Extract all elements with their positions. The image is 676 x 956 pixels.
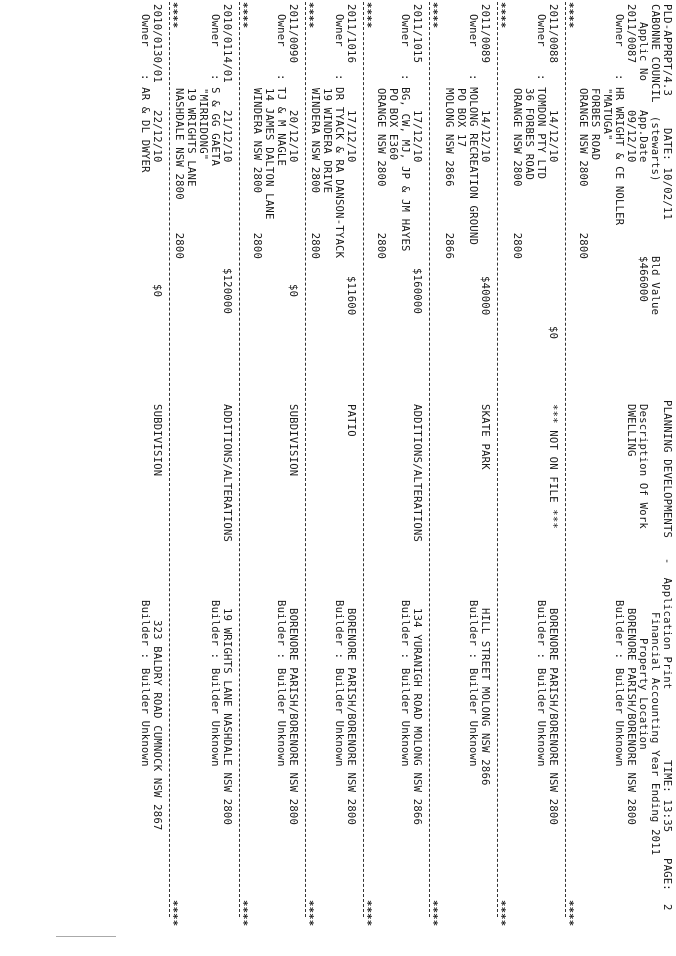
applic-number: 2010/0114/01 bbox=[221, 4, 233, 83]
record-stars: **** bbox=[427, 900, 439, 927]
app-date: 14/12/10 bbox=[479, 110, 491, 163]
work-description: PATIO bbox=[345, 404, 357, 437]
property-location: BORENORE PARISH/BORENORE NSW 2800 bbox=[287, 608, 299, 826]
app-date: 17/12/10 bbox=[411, 110, 423, 163]
builder-label: Builder : bbox=[535, 600, 547, 660]
property-location: 323 BALDRY ROAD CUMNOCK NSW 2867 bbox=[151, 620, 163, 831]
bld-value: $160000 bbox=[411, 268, 423, 315]
owner-address-line: PO BOX 17 bbox=[455, 88, 467, 148]
bld-value: $466000 bbox=[637, 256, 649, 303]
owner-label: Owner bbox=[467, 14, 479, 47]
owner-address-line: MOLONG NSW 2866 2866 bbox=[443, 88, 455, 260]
work-description: SUBDIVISION bbox=[287, 404, 299, 477]
bld-value: $40000 bbox=[479, 276, 491, 316]
builder-name: Builder Unknown bbox=[209, 668, 221, 767]
council-name: CABONNE COUNCIL (stewarts) bbox=[649, 4, 661, 182]
report-time: TIME: 13:35 bbox=[661, 760, 673, 833]
owner-address-line: ORANGE NSW 2800 2800 bbox=[577, 88, 589, 260]
owner-address-line: PO BOX E360 bbox=[387, 88, 399, 161]
record-stars: **** bbox=[563, 2, 575, 29]
property-location: HILL STREET MOLONG NSW 2866 bbox=[479, 608, 491, 786]
col-app-date: App.Date bbox=[637, 110, 649, 163]
financial-year: Financial Accounting Year Ending 2011 bbox=[649, 612, 661, 856]
applic-number: 2011/0090 bbox=[287, 4, 299, 64]
record-separator bbox=[565, 2, 566, 917]
builder-label: Builder : bbox=[275, 600, 287, 660]
applic-number: 2011/0087 bbox=[625, 4, 637, 64]
owner-address-line: WINDERA NSW 2800 2800 bbox=[251, 88, 263, 260]
property-location: BORENORE PARISH/BORENORE NSW 2800 bbox=[625, 608, 637, 826]
builder-name: Builder Unknown bbox=[535, 668, 547, 767]
applic-number: 2011/1016 bbox=[345, 4, 357, 64]
owner-label: Owner bbox=[613, 14, 625, 47]
bld-value: $0 bbox=[547, 326, 559, 340]
record-stars: **** bbox=[495, 900, 507, 927]
work-description: ADDITIONS/ALTERATIONS bbox=[221, 404, 233, 543]
bld-value: $0 bbox=[151, 284, 163, 298]
bld-value: $120000 bbox=[221, 268, 233, 315]
owner-address-line: WINDERA NSW 2800 2800 bbox=[309, 88, 321, 260]
work-description: SUBDIVISION bbox=[151, 404, 163, 477]
owner-address-line: ORANGE NSW 2800 2800 bbox=[375, 88, 387, 260]
owner-address-line: 36 FORBES ROAD bbox=[523, 88, 535, 181]
app-date: 22/12/10 bbox=[151, 110, 163, 163]
builder-name: Builder Unknown bbox=[333, 668, 345, 767]
work-description: SKATE PARK bbox=[479, 404, 491, 470]
builder-label: Builder : bbox=[209, 600, 221, 660]
builder-name: Builder Unknown bbox=[139, 668, 151, 767]
record-stars: **** bbox=[361, 900, 373, 927]
owner-label: Owner bbox=[535, 14, 547, 47]
builder-label: Builder : bbox=[613, 600, 625, 660]
owner-label: Owner bbox=[275, 14, 287, 47]
builder-label: Builder : bbox=[139, 600, 151, 660]
builder-label: Builder : bbox=[467, 600, 479, 660]
owner-label: Owner bbox=[399, 14, 411, 47]
owner-address-line: 19 WRIGHTS LANE bbox=[185, 88, 197, 187]
property-location: BORENORE PARISH/BORENORE NSW 2800 bbox=[345, 608, 357, 826]
owner-label: Owner bbox=[209, 14, 221, 47]
work-description: *** NOT ON FILE *** bbox=[547, 404, 559, 529]
app-date: 21/12/10 bbox=[221, 110, 233, 163]
report-page-number: PAGE: 2 bbox=[661, 858, 673, 911]
app-date: 20/12/10 bbox=[287, 110, 299, 163]
record-stars: **** bbox=[563, 900, 575, 927]
owner-address-line: 19 WINDERA DRIVE bbox=[321, 88, 333, 194]
owner-address-line: NASHDALE NSW 2800 2800 bbox=[173, 88, 185, 260]
record-stars: **** bbox=[167, 900, 179, 927]
owner-name: : HR WRIGHT & CE NOLLER bbox=[613, 74, 625, 226]
owner-name: : TOMDON PTY LTD bbox=[535, 74, 547, 180]
owner-name: : AR & DL DWYER bbox=[139, 74, 151, 173]
record-stars: **** bbox=[303, 2, 315, 29]
builder-label: Builder : bbox=[399, 600, 411, 660]
applic-number: 2010/0130/01 bbox=[151, 4, 163, 83]
builder-name: Builder Unknown bbox=[275, 668, 287, 767]
record-separator bbox=[429, 2, 430, 917]
owner-label: Owner bbox=[139, 14, 151, 47]
record-stars: **** bbox=[237, 2, 249, 29]
property-location: 19 WRIGHTS LANE NASHDALE NSW 2800 bbox=[221, 608, 233, 826]
owner-name: : TJ & M NAGLE bbox=[275, 74, 287, 167]
bld-value: $11600 bbox=[345, 276, 357, 316]
property-location: BORENORE PARISH/BORENORE NSW 2800 bbox=[547, 608, 559, 826]
bld-value: $0 bbox=[287, 284, 299, 298]
builder-name: Builder Unknown bbox=[613, 668, 625, 767]
owner-address-line: 14 JAMES DALTON LANE bbox=[263, 88, 275, 220]
col-property-location: Property Location bbox=[637, 638, 649, 750]
col-applic-no: Applic No bbox=[637, 22, 649, 82]
owner-address-line: ORANGE NSW 2800 2800 bbox=[511, 88, 523, 260]
record-stars: **** bbox=[303, 900, 315, 927]
record-separator bbox=[169, 2, 170, 917]
record-separator bbox=[497, 2, 498, 917]
builder-name: Builder Unknown bbox=[467, 668, 479, 767]
record-separator bbox=[305, 2, 306, 917]
applic-number: 2011/0089 bbox=[479, 4, 491, 64]
builder-label: Builder : bbox=[333, 600, 345, 660]
owner-address-line: "MATUGA" bbox=[601, 88, 613, 141]
report-title: PLANNING DEVELOPMENTS - Application Print bbox=[661, 400, 673, 690]
work-description: ADDITIONS/ALTERATIONS bbox=[411, 404, 423, 543]
builder-name: Builder Unknown bbox=[399, 668, 411, 767]
owner-address-line: FORBES ROAD bbox=[589, 88, 601, 161]
record-stars: **** bbox=[361, 2, 373, 29]
record-stars: **** bbox=[237, 900, 249, 927]
applic-number: 2011/0088 bbox=[547, 4, 559, 64]
owner-name: : MOLONG RECREATION GROUND bbox=[467, 74, 479, 246]
record-stars: **** bbox=[167, 2, 179, 29]
app-date: 17/12/10 bbox=[345, 110, 357, 163]
owner-name: : S & GG GAETA bbox=[209, 74, 221, 167]
col-bld-value: Bld Value bbox=[649, 256, 661, 316]
owner-address-line: "MIRRIDONG" bbox=[197, 88, 209, 161]
work-description: DWELLING bbox=[625, 404, 637, 457]
app-date: 09/12/10 bbox=[625, 110, 637, 163]
property-location: 134 YURANIGH ROAD MOLONG NSW 2866 bbox=[411, 608, 423, 826]
owner-label: Owner bbox=[333, 14, 345, 47]
record-separator bbox=[239, 2, 240, 917]
scan-artifact bbox=[56, 936, 116, 937]
record-stars: **** bbox=[495, 2, 507, 29]
record-separator bbox=[363, 2, 364, 917]
app-date: 14/12/10 bbox=[547, 110, 559, 163]
applic-number: 2011/1015 bbox=[411, 4, 423, 64]
owner-name: : DR TYACK & RA DANSON-TYACK bbox=[333, 74, 345, 259]
col-description: Description Of Work bbox=[637, 404, 649, 529]
report-id: PLD-APPRPT/4.3 bbox=[661, 4, 673, 97]
report-date: DATE: 10/02/11 bbox=[661, 128, 673, 221]
record-stars: **** bbox=[427, 2, 439, 29]
owner-name: : BG, CW, MJ, JP & JM HAYES bbox=[399, 74, 411, 252]
